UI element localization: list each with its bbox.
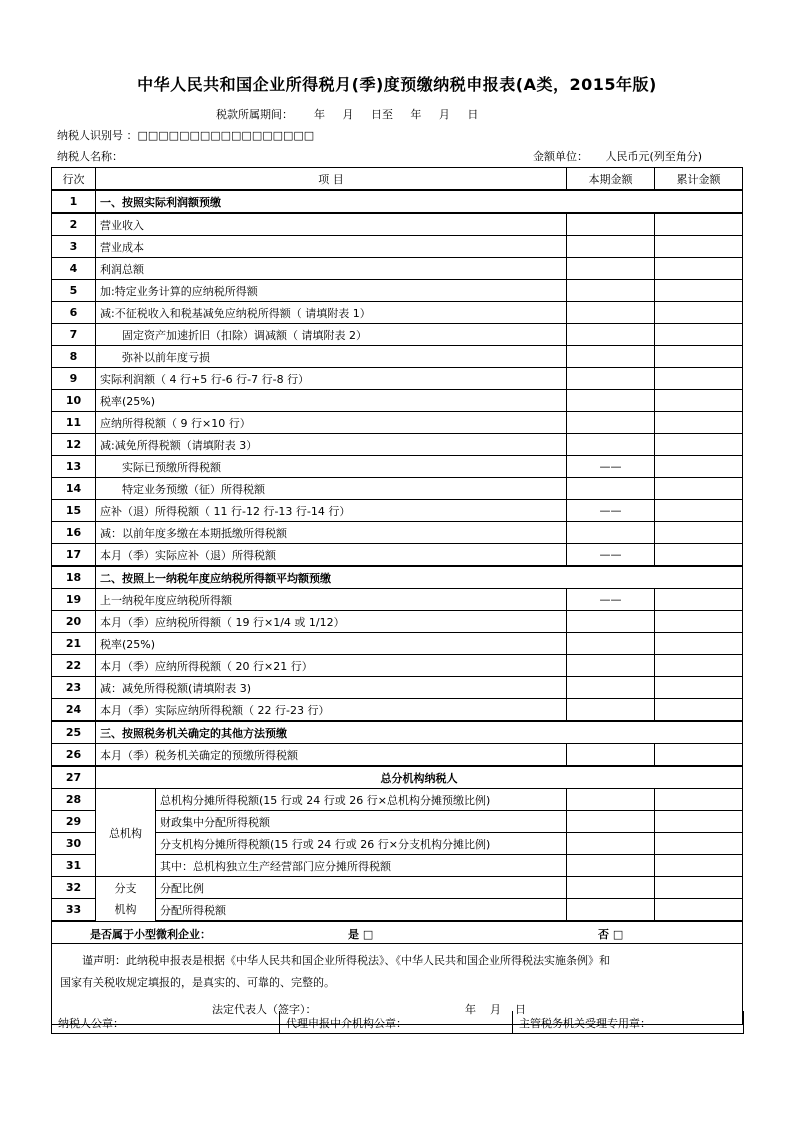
small-business-no[interactable]: 否 □	[598, 928, 624, 941]
row-label: 减:不征税收入和税基减免应纳税所得额（ 请填附表 1）	[96, 302, 567, 324]
taxpayer-id-label: 纳税人识别号 ：	[57, 129, 138, 142]
current-amount-cell[interactable]: ——	[567, 544, 655, 567]
table-row	[52, 213, 743, 236]
line-number: 7	[52, 324, 96, 346]
cumulative-amount-cell[interactable]	[655, 855, 743, 877]
branch-section-heading: 总分机构纳税人	[96, 766, 743, 789]
line-number: 14	[52, 478, 96, 500]
cumulative-amount-cell[interactable]	[655, 368, 743, 390]
row-label: 分配所得税额	[156, 899, 567, 922]
branch-group-line2: 机构	[114, 902, 137, 916]
current-amount-cell[interactable]	[567, 324, 655, 346]
row-label: 本月（季）应纳税所得额（ 19 行×1/4 或 1/12）	[96, 611, 567, 633]
current-amount-cell[interactable]	[567, 213, 655, 236]
line-number: 32	[52, 877, 96, 899]
table-row	[52, 456, 743, 478]
line-number: 27	[52, 766, 96, 789]
head-office-group: 总机构	[96, 789, 156, 877]
current-amount-cell[interactable]: ——	[567, 456, 655, 478]
row-label: 减：减免所得税额(请填附表 3)	[96, 677, 567, 699]
current-amount-cell[interactable]	[567, 677, 655, 699]
row-label: 实际已预缴所得税额	[96, 456, 567, 478]
row-label: 应纳所得税额（ 9 行×10 行）	[96, 412, 567, 434]
current-amount-cell[interactable]: ——	[567, 589, 655, 611]
table-row	[52, 766, 743, 789]
line-number: 21	[52, 633, 96, 655]
table-row	[52, 655, 743, 677]
row-label: 本月（季）实际应补（退）所得税额	[96, 544, 567, 567]
current-amount-cell[interactable]	[567, 877, 655, 899]
row-label: 利润总额	[96, 258, 567, 280]
row-label: 弥补以前年度亏损	[96, 346, 567, 368]
line-number: 8	[52, 346, 96, 368]
cumulative-amount-cell[interactable]	[655, 744, 743, 767]
signature-date[interactable]: 年 月 日	[465, 1003, 526, 1016]
table-row	[52, 258, 743, 280]
table-row	[52, 633, 743, 655]
taxpayer-id-boxes[interactable]: □□□□□□□□□□□□□□□□□	[137, 129, 315, 142]
row-label: 应补（退）所得税额（ 11 行-12 行-13 行-14 行）	[96, 500, 567, 522]
cumulative-amount-cell[interactable]	[655, 789, 743, 811]
row-label: 减:减免所得税额（请填附表 3）	[96, 434, 567, 456]
cumulative-amount-cell[interactable]	[655, 877, 743, 899]
table-row	[52, 500, 743, 522]
line-number: 30	[52, 833, 96, 855]
table-row	[52, 346, 743, 368]
current-amount-cell[interactable]	[567, 368, 655, 390]
row-label: 营业成本	[96, 236, 567, 258]
current-amount-cell[interactable]	[567, 258, 655, 280]
table-row	[52, 611, 743, 633]
small-business-yes[interactable]: 是 □	[348, 928, 374, 941]
current-amount-cell[interactable]	[567, 744, 655, 767]
current-amount-cell[interactable]: ——	[567, 500, 655, 522]
table-row	[52, 522, 743, 544]
table-header-row	[52, 168, 743, 191]
line-number: 33	[52, 899, 96, 922]
line-number: 2	[52, 213, 96, 236]
cumulative-amount-cell[interactable]	[655, 213, 743, 236]
current-amount-cell[interactable]	[567, 390, 655, 412]
table-row	[52, 589, 743, 611]
cumulative-amount-cell[interactable]	[655, 811, 743, 833]
unit-label: 金额单位：	[533, 150, 588, 163]
line-number: 26	[52, 744, 96, 767]
cumulative-amount-cell[interactable]	[655, 390, 743, 412]
col-line-header: 行次	[52, 168, 96, 191]
row-label: 固定资产加速折旧（扣除）调减额（ 请填附表 2）	[96, 324, 567, 346]
row-label: 总机构分摊所得税额(15 行或 24 行或 26 行×总机构分摊预缴比例)	[156, 789, 567, 811]
line-number: 15	[52, 500, 96, 522]
line-number: 16	[52, 522, 96, 544]
taxpayer-name-label: 纳税人名称：	[57, 150, 123, 163]
line-number: 17	[52, 544, 96, 567]
cumulative-amount-cell[interactable]	[655, 633, 743, 655]
declaration-line1: 谨声明：此纳税申报表是根据《中华人民共和国企业所得税法》、《中华人民共和国企业所得税法实施条例》和	[82, 954, 610, 967]
taxpayer-seal: 纳税人公章：	[52, 1011, 280, 1033]
current-amount-cell[interactable]	[567, 699, 655, 722]
table-row	[52, 699, 743, 722]
table-row	[52, 789, 743, 811]
col-item-header: 项 目	[96, 168, 567, 191]
cumulative-amount-cell[interactable]	[655, 324, 743, 346]
line-number: 19	[52, 589, 96, 611]
seal-row	[51, 1011, 744, 1034]
authority-seal: 主管税务机关受理专用章：	[519, 1017, 651, 1030]
table-row	[52, 811, 743, 833]
table-row	[52, 390, 743, 412]
current-amount-cell[interactable]	[567, 855, 655, 877]
line-number: 5	[52, 280, 96, 302]
small-business-row	[52, 921, 743, 944]
row-label: 本月（季）实际应纳所得税额（ 22 行-23 行）	[96, 699, 567, 722]
row-label: 营业收入	[96, 213, 567, 236]
branch-group-line1: 分支	[114, 881, 137, 895]
line-number: 29	[52, 811, 96, 833]
row-label: 税率(25%)	[96, 390, 567, 412]
section-heading: 一、按照实际利润额预缴	[96, 190, 743, 213]
unit-value: 人民币元(列至角分)	[605, 150, 703, 163]
line-number: 22	[52, 655, 96, 677]
row-label: 本月（季）应纳所得税额（ 20 行×21 行）	[96, 655, 567, 677]
table-row	[52, 677, 743, 699]
tax-period	[216, 106, 478, 122]
table-row	[52, 478, 743, 500]
line-number: 25	[52, 721, 96, 744]
table-row	[52, 190, 743, 213]
current-amount-cell[interactable]	[567, 346, 655, 368]
current-amount-cell[interactable]	[567, 236, 655, 258]
cumulative-amount-cell[interactable]	[655, 544, 743, 567]
current-amount-cell[interactable]	[567, 633, 655, 655]
table-row	[52, 302, 743, 324]
current-amount-cell[interactable]	[567, 611, 655, 633]
table-row	[52, 324, 743, 346]
row-label: 分支机构分摊所得税额(15 行或 24 行或 26 行×分支机构分摊比例)	[156, 833, 567, 855]
declaration-line2: 国家有关税收规定填报的，是真实的、可靠的、完整的。	[60, 976, 335, 989]
table-row	[52, 280, 743, 302]
table-row	[52, 855, 743, 877]
row-label: 财政集中分配所得税额	[156, 811, 567, 833]
cumulative-amount-cell[interactable]	[655, 258, 743, 280]
line-number: 6	[52, 302, 96, 324]
line-number: 10	[52, 390, 96, 412]
line-number: 18	[52, 566, 96, 589]
line-number: 31	[52, 855, 96, 877]
table-row	[52, 721, 743, 744]
cumulative-amount-cell[interactable]	[655, 589, 743, 611]
cumulative-amount-cell[interactable]	[655, 699, 743, 722]
cumulative-amount-cell[interactable]	[655, 280, 743, 302]
table-row	[52, 566, 743, 589]
row-label: 其中：总机构独立生产经营部门应分摊所得税额	[156, 855, 567, 877]
form-title: 中华人民共和国企业所得税月(季)度预缴纳税申报表(A类，2015年版)	[137, 75, 657, 94]
cumulative-amount-cell[interactable]	[655, 236, 743, 258]
line-number: 1	[52, 190, 96, 213]
table-row	[52, 744, 743, 767]
amount-unit	[533, 148, 702, 164]
declaration-table	[51, 167, 743, 1025]
cumulative-amount-cell[interactable]	[655, 412, 743, 434]
period-label: 税款所属期间：	[216, 108, 293, 121]
cumulative-amount-cell[interactable]	[655, 478, 743, 500]
cumulative-amount-cell[interactable]	[655, 302, 743, 324]
section-heading: 二、按照上一纳税年度应纳税所得额平均额预缴	[96, 566, 743, 589]
cumulative-amount-cell[interactable]	[655, 522, 743, 544]
line-number: 23	[52, 677, 96, 699]
row-label: 本月（季）税务机关确定的预缴所得税额	[96, 744, 567, 767]
cumulative-amount-cell[interactable]	[655, 434, 743, 456]
cumulative-amount-cell[interactable]	[655, 677, 743, 699]
table-row	[52, 236, 743, 258]
table-row	[52, 412, 743, 434]
cumulative-amount-cell[interactable]	[655, 500, 743, 522]
line-number: 4	[52, 258, 96, 280]
line-number: 28	[52, 789, 96, 811]
section-heading: 三、按照税务机关确定的其他方法预缴	[96, 721, 743, 744]
table-row	[52, 434, 743, 456]
col-cumulative-header: 累计金额	[655, 168, 743, 191]
row-label: 实际利润额（ 4 行+5 行-6 行-7 行-8 行）	[96, 368, 567, 390]
cumulative-amount-cell[interactable]	[655, 899, 743, 922]
current-amount-cell[interactable]	[567, 302, 655, 324]
small-business-label: 是否属于小型微利企业：	[90, 928, 211, 941]
line-number: 12	[52, 434, 96, 456]
branch-group	[96, 877, 156, 922]
line-number: 20	[52, 611, 96, 633]
current-amount-cell[interactable]	[567, 434, 655, 456]
cumulative-amount-cell[interactable]	[655, 611, 743, 633]
row-label: 税率(25%)	[96, 633, 567, 655]
current-amount-cell[interactable]	[567, 280, 655, 302]
table-row	[52, 368, 743, 390]
legal-rep-signature[interactable]: 法定代表人（签字）：	[212, 1003, 317, 1016]
current-amount-cell[interactable]	[567, 789, 655, 811]
period-fields[interactable]: 年 月 日至 年 月 日	[313, 108, 479, 121]
row-label: 减：以前年度多缴在本期抵缴所得税额	[96, 522, 567, 544]
row-label: 特定业务预缴（征）所得税额	[96, 478, 567, 500]
table-row	[52, 544, 743, 567]
agent-seal: 代理申报中介机构公章：	[280, 1011, 513, 1033]
current-amount-cell[interactable]	[567, 655, 655, 677]
line-number: 13	[52, 456, 96, 478]
cumulative-amount-cell[interactable]	[655, 346, 743, 368]
cumulative-amount-cell[interactable]	[655, 456, 743, 478]
cumulative-amount-cell[interactable]	[655, 833, 743, 855]
current-amount-cell[interactable]	[567, 833, 655, 855]
cumulative-amount-cell[interactable]	[655, 655, 743, 677]
taxpayer-id-row	[57, 127, 314, 143]
row-label: 分配比例	[156, 877, 567, 899]
current-amount-cell[interactable]	[567, 522, 655, 544]
table-row	[52, 877, 743, 899]
line-number: 3	[52, 236, 96, 258]
col-current-header: 本期金额	[567, 168, 655, 191]
line-number: 24	[52, 699, 96, 722]
current-amount-cell[interactable]	[567, 811, 655, 833]
current-amount-cell[interactable]	[567, 412, 655, 434]
table-row	[52, 899, 743, 922]
current-amount-cell[interactable]	[567, 478, 655, 500]
current-amount-cell[interactable]	[567, 899, 655, 922]
table-row	[52, 833, 743, 855]
row-label: 加:特定业务计算的应纳税所得额	[96, 280, 567, 302]
line-number: 11	[52, 412, 96, 434]
line-number: 9	[52, 368, 96, 390]
row-label: 上一纳税年度应纳税所得额	[96, 589, 567, 611]
